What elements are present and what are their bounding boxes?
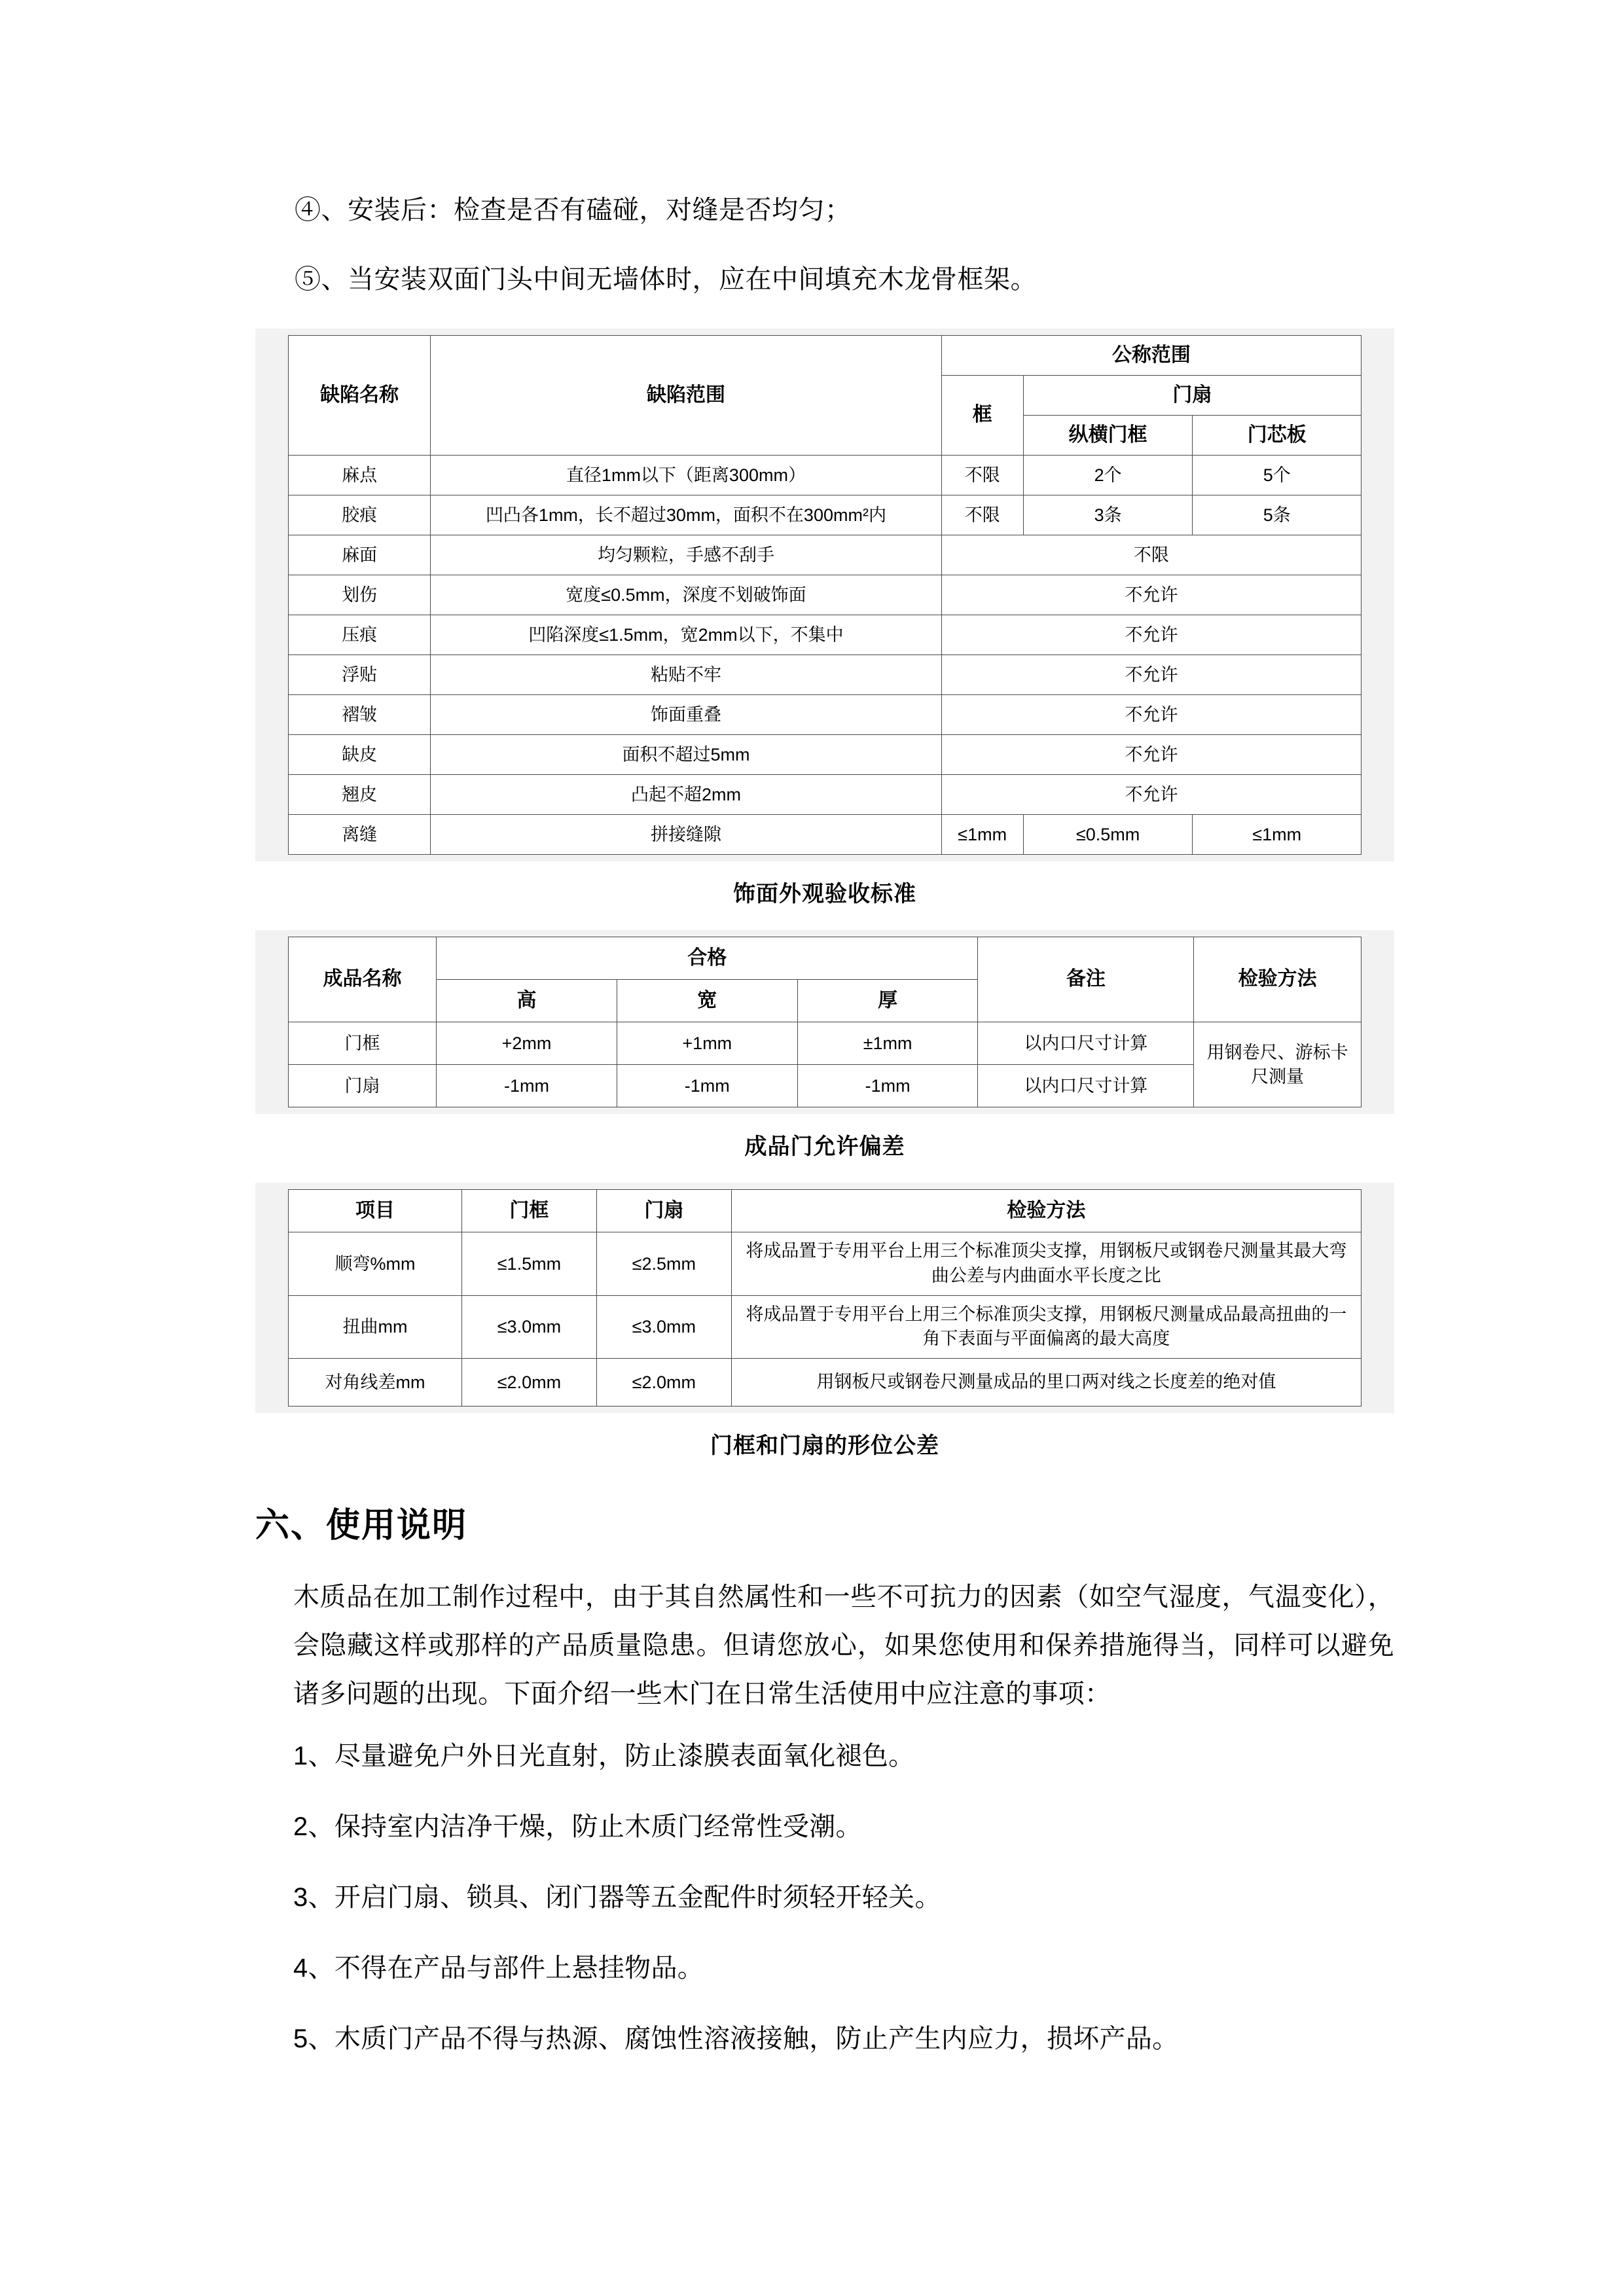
table-row bbox=[289, 735, 1362, 775]
th-nominal-range: 公称范围 bbox=[941, 336, 1361, 376]
usage-item-5: 5、木质门产品不得与热源、腐蚀性溶液接触，防止产生内应力，损坏产品。 bbox=[293, 2024, 1179, 2054]
cell-frame: 不限 bbox=[941, 456, 1023, 495]
cell-core: 5条 bbox=[1193, 495, 1362, 535]
th-frame: 框 bbox=[941, 376, 1023, 456]
cell-name: 离缝 bbox=[289, 815, 431, 855]
th-height: 高 bbox=[437, 980, 617, 1022]
th-width: 宽 bbox=[617, 980, 797, 1022]
cell-frame: ≤3.0mm bbox=[461, 1295, 596, 1359]
intro-item-5: ⑤、当安装双面门头中间无墙体时，应在中间填充木龙骨框架。 bbox=[295, 265, 1037, 294]
cell-value: 不允许 bbox=[941, 695, 1361, 735]
cell-name: 门扇 bbox=[289, 1065, 437, 1107]
cell-range: 凹凸各1mm，长不超过30mm，面积不在300mm²内 bbox=[431, 495, 941, 535]
cell-item: 顺弯%mm bbox=[289, 1232, 462, 1296]
cell-value: 不允许 bbox=[941, 735, 1361, 775]
cell-range: 拼接缝隙 bbox=[431, 815, 941, 855]
cell-range: 面积不超过5mm bbox=[431, 735, 941, 775]
cell-leaf: ≤2.0mm bbox=[596, 1359, 731, 1407]
cell-note: 以内口尺寸计算 bbox=[978, 1065, 1194, 1107]
cell-method: 用钢板尺或钢卷尺测量成品的里口两对线之长度差的绝对值 bbox=[731, 1359, 1361, 1407]
table-row bbox=[289, 775, 1362, 815]
th-leaf: 门扇 bbox=[1023, 376, 1361, 416]
cell-name: 麻点 bbox=[289, 456, 431, 495]
table-row bbox=[289, 695, 1362, 735]
table-row bbox=[289, 535, 1362, 575]
table-row bbox=[289, 456, 1362, 495]
cell-vh: ≤0.5mm bbox=[1023, 815, 1193, 855]
deviation-table-wrap bbox=[255, 930, 1394, 1114]
th-product-name: 成品名称 bbox=[289, 937, 437, 1022]
cell-note: 以内口尺寸计算 bbox=[978, 1022, 1194, 1065]
usage-item-1: 1、尽量避免户外日光直射，防止漆膜表面氧化褪色。 bbox=[293, 1742, 915, 1771]
th-item: 项目 bbox=[289, 1190, 462, 1232]
cell-name: 胶痕 bbox=[289, 495, 431, 535]
table-row bbox=[289, 495, 1362, 535]
th-defect-name: 缺陷名称 bbox=[289, 336, 431, 456]
tolerance-table-caption: 门框和门扇的形位公差 bbox=[710, 1433, 939, 1459]
cell-core: ≤1mm bbox=[1193, 815, 1362, 855]
th-thickness: 厚 bbox=[797, 980, 978, 1022]
table-row bbox=[289, 1359, 1362, 1407]
usage-item-2: 2、保持室内洁净干燥，防止木质门经常性受潮。 bbox=[293, 1812, 862, 1842]
table-header-row bbox=[289, 1190, 1362, 1232]
usage-item-4: 4、不得在产品与部件上悬挂物品。 bbox=[293, 1954, 704, 1983]
cell-range: 凸起不超2mm bbox=[431, 775, 941, 815]
th-note: 备注 bbox=[978, 937, 1194, 1022]
cell-method: 将成品置于专用平台上用三个标准顶尖支撑，用钢板尺或钢卷尺测量其最大弯曲公差与内曲面水平长度之比 bbox=[731, 1232, 1361, 1296]
page-content bbox=[255, 190, 1394, 2087]
th-defect-range: 缺陷范围 bbox=[431, 336, 941, 456]
cell-name: 褶皱 bbox=[289, 695, 431, 735]
tolerance-table bbox=[288, 1189, 1362, 1407]
cell-height: -1mm bbox=[437, 1065, 617, 1107]
th-leaf: 门扇 bbox=[596, 1190, 731, 1232]
cell-name: 翘皮 bbox=[289, 775, 431, 815]
cell-leaf: ≤3.0mm bbox=[596, 1295, 731, 1359]
cell-leaf: ≤2.5mm bbox=[596, 1232, 731, 1296]
cell-frame: ≤2.0mm bbox=[461, 1359, 596, 1407]
defects-table-wrap bbox=[255, 329, 1394, 861]
cell-name: 门框 bbox=[289, 1022, 437, 1065]
cell-thickness: -1mm bbox=[797, 1065, 978, 1107]
section-body-paragraph: 木质品在加工制作过程中，由于其自然属性和一些不可抗力的因素（如空气湿度，气温变化），会隐藏这样或那样的产品质量隐患。但请您放心，如果您使用和保养措施得当，同样可以避免诸多问题的出现。下面介绍一些木门在日常生活使用中应注意的事项： bbox=[293, 1583, 1394, 1709]
table-header-row bbox=[289, 336, 1362, 376]
cell-name: 压痕 bbox=[289, 615, 431, 655]
cell-name: 缺皮 bbox=[289, 735, 431, 775]
cell-value: 不允许 bbox=[941, 615, 1361, 655]
cell-range: 均匀颗粒，手感不刮手 bbox=[431, 535, 941, 575]
cell-item: 对角线差mm bbox=[289, 1359, 462, 1407]
cell-frame: 不限 bbox=[941, 495, 1023, 535]
th-frame: 门框 bbox=[461, 1190, 596, 1232]
cell-method: 将成品置于专用平台上用三个标准顶尖支撑，用钢板尺测量成品最高扭曲的一角下表面与平面偏离的最大高度 bbox=[731, 1295, 1361, 1359]
tolerance-table-block bbox=[255, 1183, 1394, 1460]
cell-value: 不允许 bbox=[941, 575, 1361, 615]
cell-thickness: ±1mm bbox=[797, 1022, 978, 1065]
deviation-table-block bbox=[255, 930, 1394, 1160]
cell-range: 粘贴不牢 bbox=[431, 655, 941, 695]
th-leaf-frame: 纵横门框 bbox=[1023, 416, 1193, 456]
table-row bbox=[289, 655, 1362, 695]
cell-value: 不允许 bbox=[941, 655, 1361, 695]
cell-range: 宽度≤0.5mm，深度不划破饰面 bbox=[431, 575, 941, 615]
cell-height: +2mm bbox=[437, 1022, 617, 1065]
usage-item-3: 3、开启门扇、锁具、闭门器等五金配件时须轻开轻关。 bbox=[293, 1883, 941, 1912]
cell-item: 扭曲mm bbox=[289, 1295, 462, 1359]
cell-frame: ≤1.5mm bbox=[461, 1232, 596, 1296]
cell-value: 不允许 bbox=[941, 775, 1361, 815]
table-header-row bbox=[289, 937, 1362, 980]
cell-width: +1mm bbox=[617, 1022, 797, 1065]
cell-value: 不限 bbox=[941, 535, 1361, 575]
th-qualified: 合格 bbox=[437, 937, 978, 980]
tolerance-table-wrap bbox=[255, 1183, 1394, 1413]
th-leaf-core: 门芯板 bbox=[1193, 416, 1362, 456]
defects-table bbox=[288, 335, 1362, 855]
th-method: 检验方法 bbox=[731, 1190, 1361, 1232]
cell-range: 凹陷深度≤1.5mm，宽2mm以下，不集中 bbox=[431, 615, 941, 655]
table-row bbox=[289, 1232, 1362, 1296]
cell-width: -1mm bbox=[617, 1065, 797, 1107]
page-title: 六、使用说明 bbox=[255, 1507, 468, 1545]
table-row bbox=[289, 1295, 1362, 1359]
th-method: 检验方法 bbox=[1194, 937, 1362, 1022]
cell-frame: ≤1mm bbox=[941, 815, 1023, 855]
deviation-table bbox=[288, 937, 1362, 1107]
defects-table-block bbox=[255, 329, 1394, 908]
cell-name: 划伤 bbox=[289, 575, 431, 615]
defects-table-caption: 饰面外观验收标准 bbox=[733, 882, 916, 906]
table-row bbox=[289, 815, 1362, 855]
cell-range: 直径1mm以下（距离300mm） bbox=[431, 456, 941, 495]
cell-name: 浮贴 bbox=[289, 655, 431, 695]
cell-name: 麻面 bbox=[289, 535, 431, 575]
cell-vh: 2个 bbox=[1023, 456, 1193, 495]
table-row bbox=[289, 1022, 1362, 1065]
deviation-table-caption: 成品门允许偏差 bbox=[744, 1134, 905, 1159]
table-row bbox=[289, 575, 1362, 615]
cell-vh: 3条 bbox=[1023, 495, 1193, 535]
cell-method: 用钢卷尺、游标卡尺测量 bbox=[1194, 1022, 1362, 1107]
cell-range: 饰面重叠 bbox=[431, 695, 941, 735]
intro-item-4: ④、安装后：检查是否有磕碰，对缝是否均匀； bbox=[295, 196, 852, 224]
table-row bbox=[289, 615, 1362, 655]
cell-core: 5个 bbox=[1193, 456, 1362, 495]
